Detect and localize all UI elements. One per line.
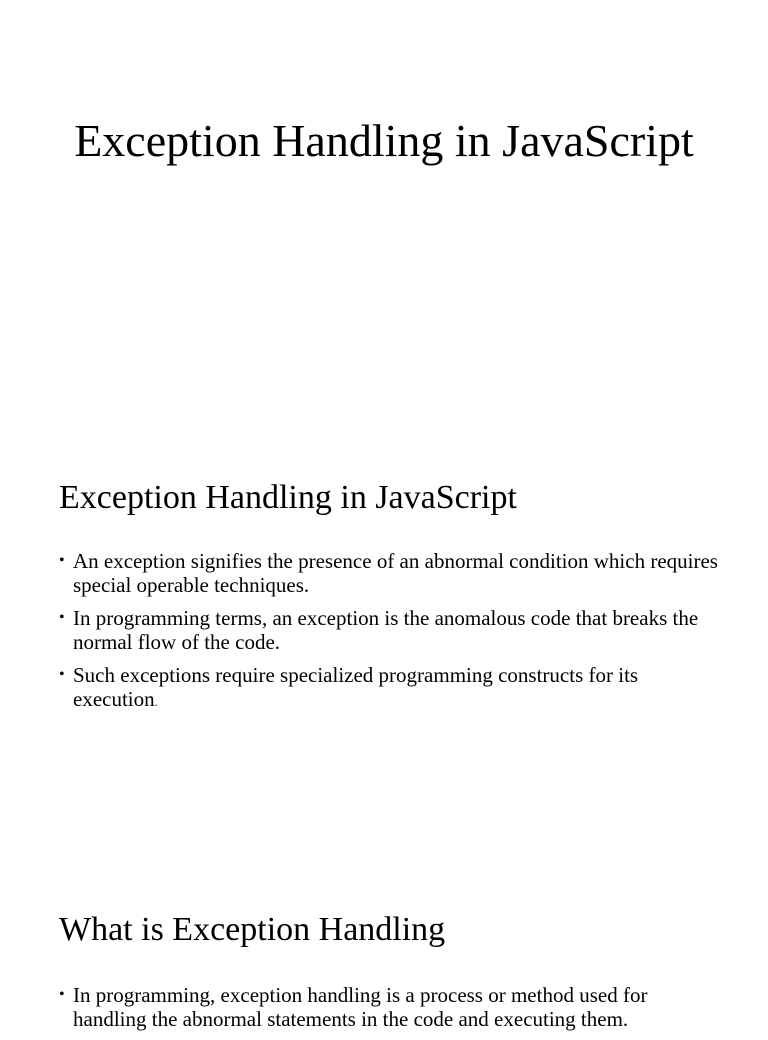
slide-3-bullet-list <box>59 983 719 1040</box>
bullet-item <box>59 606 719 654</box>
slide-2-bullet-list <box>59 549 719 723</box>
slide-2-title: Exception Handling in JavaScript <box>59 479 517 516</box>
bullet-icon: • <box>59 609 65 626</box>
bullet-item <box>59 549 719 597</box>
bullet-text: In programming terms, an exception is the anomalous code that breaks the normal flow of the code. <box>73 606 699 654</box>
slide-1 <box>0 0 768 432</box>
slide-1-title: Exception Handling in JavaScript <box>74 115 694 166</box>
bullet-text: An exception signifies the presence of an abnormal condition which requires special operable techniques. <box>73 549 718 597</box>
bullet-item <box>59 663 719 714</box>
slide-3-title: What is Exception Handling <box>59 911 446 948</box>
bullet-icon: • <box>59 666 65 683</box>
bullet-icon: • <box>59 986 65 1003</box>
bullet-text: In programming, exception handling is a process or method used for handling the abnormal statements in the code and executing them. <box>73 983 648 1031</box>
bullet-text: Such exceptions require specialized programming constructs for its execution <box>73 663 639 711</box>
slide-2 <box>0 432 768 864</box>
bullet-period: . <box>154 695 158 709</box>
slide-3 <box>0 864 768 1031</box>
bullet-icon: • <box>59 552 65 569</box>
